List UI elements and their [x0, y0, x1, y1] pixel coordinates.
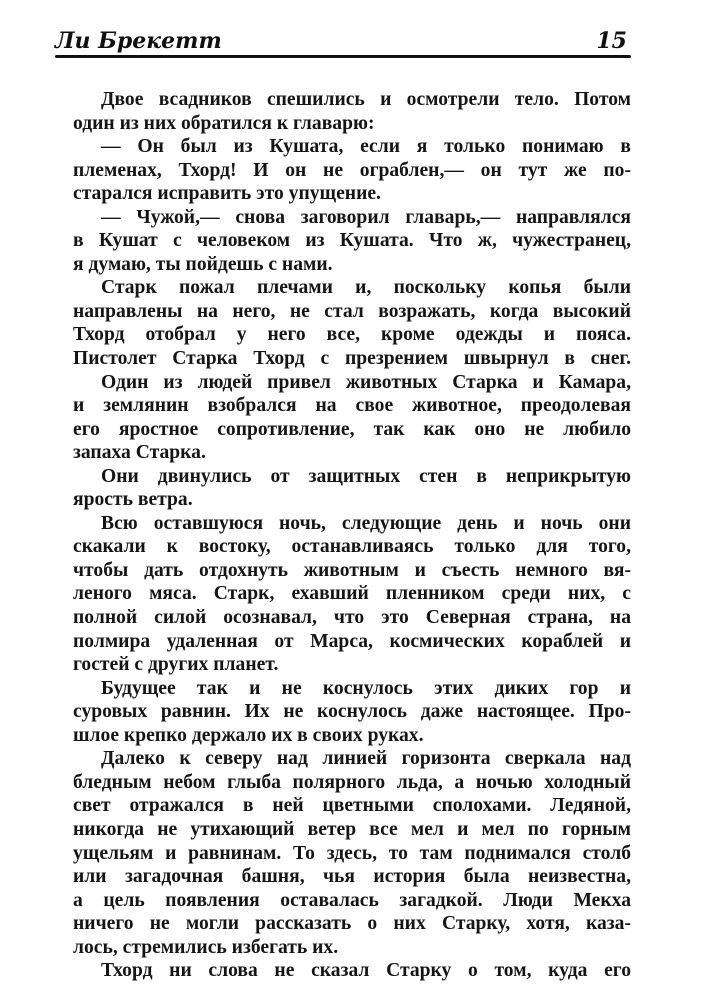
text-line: — Чужой,— снова заговорил главарь,— направлялся [101, 206, 631, 228]
text-line: — Он был из Кушата, если я только понимаю в [101, 136, 631, 158]
body-text [73, 88, 631, 983]
text-line: полной силой осознавал, что это Северная страна, на [73, 607, 631, 629]
page-number: 15 [596, 28, 627, 54]
text-line: Будущее так и не коснулось этих диких гор и [101, 677, 631, 699]
text-line: Они двинулись от защитных стен в неприкрытую [101, 465, 631, 487]
text-line: или загадочная башня, чья история была неизвестна, [73, 866, 631, 888]
text-line: в Кушат с человеком из Кушата. Что ж, чужестранец, [73, 230, 631, 252]
text-line: ярость ветра. [73, 489, 193, 511]
running-title: Ли Брекетт [55, 28, 222, 54]
text-line: Всю оставшуюся ночь, следующие день и ночь они [101, 512, 631, 534]
text-line: а цель появления оставалась загадкой. Люди Мекха [73, 889, 631, 911]
text-line: леного мяса. Старк, ехавший пленником среди них, с [73, 583, 631, 605]
text-line: Далеко к северу над линией горизонта сверкала над [101, 748, 631, 770]
text-line: чтобы дать отдохнуть животным и съесть немного вя- [73, 559, 631, 581]
text-line: старался исправить это упущение. [73, 183, 381, 205]
text-line: и землянин взобрался на свое животное, преодолевая [73, 395, 631, 417]
text-line: лось, стремились избегать их. [73, 936, 339, 958]
text-line: племенах, Тхорд! И он не ограблен,— он тут же по- [73, 159, 631, 181]
text-line: суровых равнин. Их не коснулось даже настоящее. Про- [73, 701, 631, 723]
text-line: один из них обратился к главарю: [73, 112, 375, 134]
header-rule [55, 55, 631, 58]
text-line: направлены на него, не стал возражать, когда высокий [73, 300, 631, 322]
text-line: его яростное сопротивление, так как оно не любило [73, 418, 631, 440]
text-line: никогда не утихающий ветер все мел и мел по горным [73, 818, 631, 840]
text-line: Пистолет Старка Тхорд с презрением швырнул в снег. [73, 348, 631, 370]
text-line: запаха Старка. [73, 442, 206, 464]
text-line: Двое всадников спешились и осмотрели тело. Потом [101, 89, 631, 110]
text-line: свет отражался в ней цветными сполохами. Ледяной, [73, 795, 631, 817]
text-line: скакали к востоку, останавливаясь только для того, [73, 536, 631, 558]
text-line: Тхорд отобрал у него все, кроме одежды и пояса. [73, 324, 631, 346]
text-line: Один из людей привел животных Старка и Камара, [101, 371, 631, 393]
text-line: шлое крепко держало их в своих руках. [73, 724, 424, 746]
text-line: Старк пожал плечами и, поскольку копья были [101, 277, 631, 299]
text-line: гостей с других планет. [73, 654, 279, 676]
text-line: бледным небом глыба полярного льда, а ночью холодный [73, 771, 631, 793]
page-header [55, 20, 627, 60]
text-line: полмира удаленная от Марса, космических кораблей и [73, 630, 631, 652]
text-line: ущельям и равнинам. То здесь, то там поднимался столб [73, 842, 631, 864]
text-line: Тхорд ни слова не сказал Старку о том, куда его [101, 960, 631, 982]
text-line: я думаю, ты пойдешь с нами. [73, 253, 333, 275]
text-line: ничего не могли рассказать о них Старку, хотя, каза- [73, 913, 631, 935]
